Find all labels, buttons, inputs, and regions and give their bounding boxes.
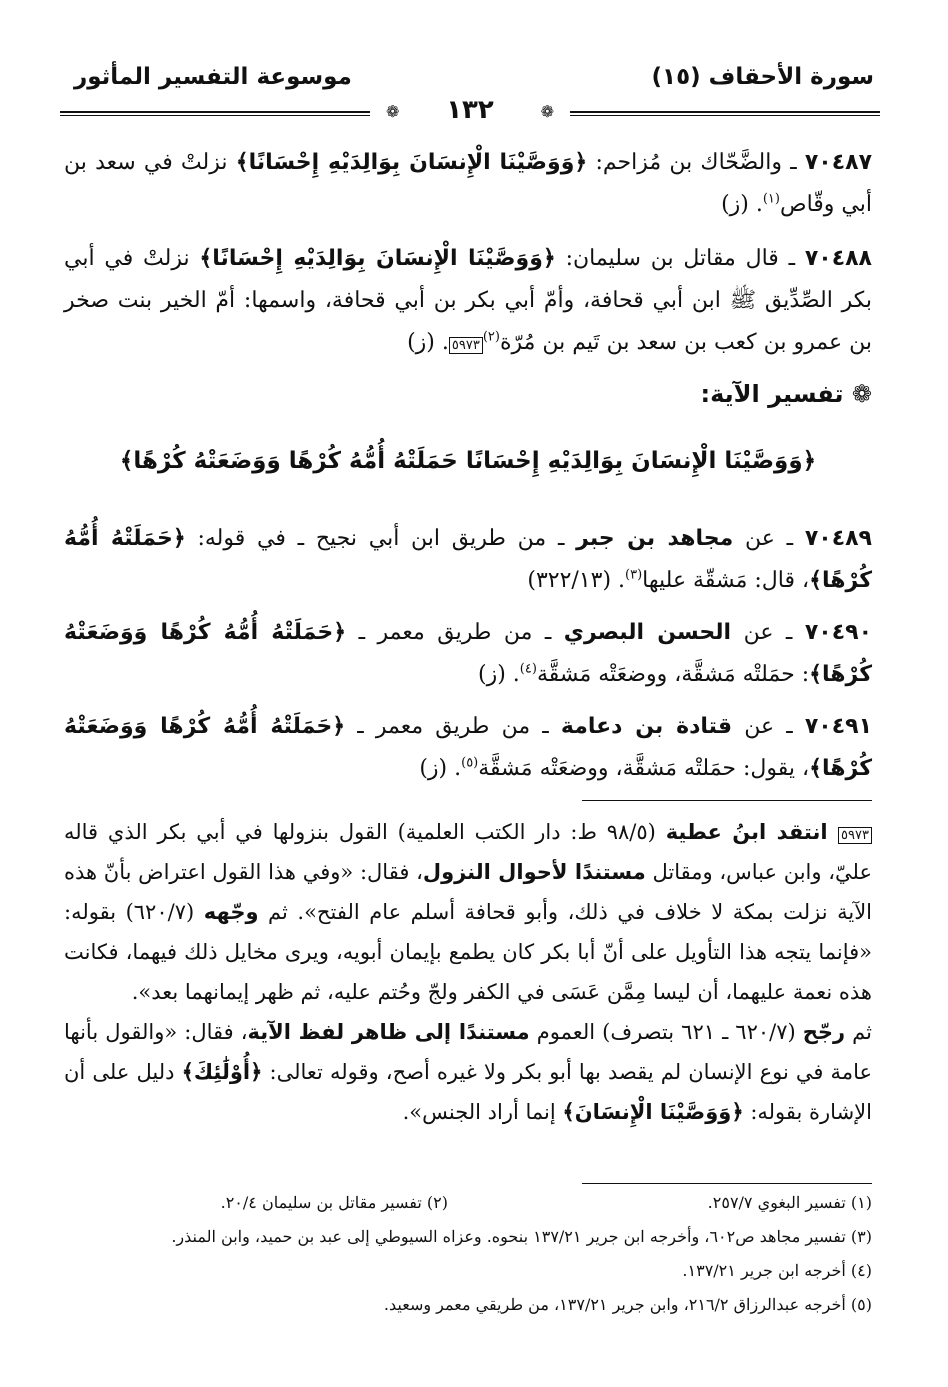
narration-entry: ٧٠٤٨٩ ـ عن مجاهد بن جبر ـ من طريق ابن أبي نجيح ـ في قوله: ﴿حَمَلَتْهُ أُمُّهُ كُرْهًا﴾، قال: مَشقّة عليها$^{(٣)}$. (٣٢٢/١٣) [64,526,872,593]
commentary-block [64,812,872,1132]
footnote-ref: (٤) [519,661,537,677]
commentary-ref-box: ٥٩٧٣ [838,827,872,844]
header-rule-left [60,111,370,113]
commentary-ref-box: ٥٩٧٣ [449,337,483,354]
ornament-icon: ❁ [540,102,554,121]
quran-quote: ﴿وَوَصَّيْنَا الْإِنسَانَ بِوَالِدَيْهِ إِحْسَانًا﴾ [235,150,588,175]
header-rule-left-thin [60,115,370,116]
commentary-paragraph: ثم رجّح (٦٢٠/٧ ـ ٦٢١ بتصرف) العموم مستندًا إلى ظاهر لفظ الآية، فقال: «والقول بأنها عامة في نوع الإنسان لم يقصد بها أبو بكر ولا غيره أصح، وقوله تعالى: ﴿أُوْلَٰئِكَ﴾ دليل على أن الإشارة بقوله: ﴿وَوَصَّيْنَا الْإِنسَانَ﴾ إنما أراد الجنس». [64,1020,873,1124]
page-number: ١٣٢ [446,95,494,125]
narration-entry: ٧٠٤٨٧ ـ والضَّحّاك بن مُزاحم: ﴿وَوَصَّيْنَا الْإِنسَانَ بِوَالِدَيْهِ إِحْسَانًا﴾ نزلتْ في سعد بن أبي وقّاص$^{(١)}$. (ز) [64,150,872,217]
page-header [60,62,880,125]
narrator-name: مجاهد بن جبر [576,526,734,551]
narrator-name: قتادة بن دعامة [560,714,733,739]
ornament-icon: ❁ [386,102,400,121]
quran-quote: ﴿حَمَلَتْهُ أُمُّهُ كُرْهًا﴾ [64,526,872,593]
footnote-3: (٣) تفسير مجاهد ص٦٠٢، وأخرجه ابن جرير ١٣٧/٢١ بنحوه. وعزاه السيوطي إلى عبد بن حميد، وابن المنذر. [171,1227,872,1246]
surah-title: سورة الأحقاف (١٥) [651,64,874,90]
header-rule-right-thin [570,115,880,116]
quran-quote: ﴿حَمَلَتْهُ أُمُّهُ كُرْهًا وَوَضَعَتْهُ كُرْهًا﴾ [64,714,872,781]
footnote-ref: (١) [762,191,780,207]
quran-quote: ﴿وَوَصَّيْنَا الْإِنسَانَ﴾ [562,1100,744,1124]
narration-list-top [64,142,872,364]
footnote-ref: (٥) [461,755,479,771]
quran-quote: ﴿حَمَلَتْهُ أُمُّهُ كُرْهًا وَوَضَعَتْهُ كُرْهًا﴾ [64,620,872,687]
narration-number: ٧٠٤٨٩ [804,526,872,551]
footnote-5: (٥) أخرجه عبدالرزاق ٢١٦/٢، وابن جرير ١٣٧/٢١، من طريقي معمر وسعيد. [383,1295,872,1314]
narration-number: ٧٠٤٨٧ [804,150,872,175]
quran-quote: ﴿أُوْلَٰئِكَ﴾ [181,1060,263,1084]
book-title: موسوعة التفسير المأثور [74,64,352,90]
commentary-paragraph: ٥٩٧٣ انتقد ابنُ عطية (٩٨/٥ ط: دار الكتب العلمية) القول بنزولها في أبي بكر الذي قاله عليّ، وابن عباس، ومقاتل مستندًا لأحوال النزول، فقال: «وفي هذا القول اعتراض بأنّ هذه الآية نزلت بمكة لا خلاف في ذلك، وأبو قحافة أسلم عام الفتح». ثم وجّهه (٦٢٠/٧) بقوله: «فإنما يتجه هذا التأويل على أنّ أبا بكر كان يطمع بإيمان أبويه، ويرى مخايل ذلك فيهما، فكانت هذه نعمة عليهما، أن ليسا مِمَّن عَسَى في الكفر ولجّ وحُتم عليه، ثم ظهر إيمانهما بعد». [64,820,872,1004]
section-heading: ❁ تفسير الآية: [700,380,872,408]
narration-number: ٧٠٤٩١ [804,714,872,739]
ayah-text: ﴿وَوَصَّيْنَا الْإِنسَانَ بِوَالِدَيْهِ إِحْسَانًا حَمَلَتْهُ أُمُّهُ كُرْهًا وَوَضَعَتْهُ كُرْهًا﴾ [119,448,817,474]
narration-list-mid [64,518,872,790]
narrator-name: الحسن البصري [563,620,732,645]
narration-entry: ٧٠٤٩١ ـ عن قتادة بن دعامة ـ من طريق معمر ـ ﴿حَمَلَتْهُ أُمُّهُ كُرْهًا وَوَضَعَتْهُ كُرْهًا﴾، يقول: حمَلتْه مَشقَّة، ووضعَتْه مَشقَّة$^{(٥)}$. (ز) [64,714,872,781]
footnote-4: (٤) أخرجه ابن جرير ١٣٧/٢١. [682,1261,872,1280]
footnote-1: (١) تفسير البغوي ٢٥٧/٧. [707,1193,872,1212]
footnote-ref: (٢) [482,329,500,345]
footnote-ref: (٣) [625,567,643,583]
narration-number: ٧٠٤٨٨ [804,246,872,271]
narration-number: ٧٠٤٩٠ [804,620,872,645]
footnote-separator [582,1183,872,1184]
footnote-2: (٢) تفسير مقاتل بن سليمان ٢٠/٤. [220,1193,448,1212]
quran-quote: ﴿وَوَصَّيْنَا الْإِنسَانَ بِوَالِدَيْهِ إِحْسَانًا﴾ [199,246,556,271]
header-rule-right [570,111,880,113]
commentary-separator [582,800,872,801]
narration-entry: ٧٠٤٨٨ ـ قال مقاتل بن سليمان: ﴿وَوَصَّيْنَا الْإِنسَانَ بِوَالِدَيْهِ إِحْسَانًا﴾ نزلتْ في أبي بكر الصِّدِّيق ﷺ ابن أبي قحافة، وأمّ أبي بكر بن أبي قحافة، واسمها: أمّ الخير بنت صخر بن عمرو بن كعب بن سعد بن تَيم بن مُرّة$^{(٢)}$٥٩٧٣. (ز) [64,246,872,355]
narration-entry: ٧٠٤٩٠ ـ عن الحسن البصري ـ من طريق معمر ـ ﴿حَمَلَتْهُ أُمُّهُ كُرْهًا وَوَضَعَتْهُ كُرْهًا﴾: حمَلتْه مَشقَّة، ووضعَتْه مَشقَّة$^{(٤)}$. (ز) [64,620,872,687]
